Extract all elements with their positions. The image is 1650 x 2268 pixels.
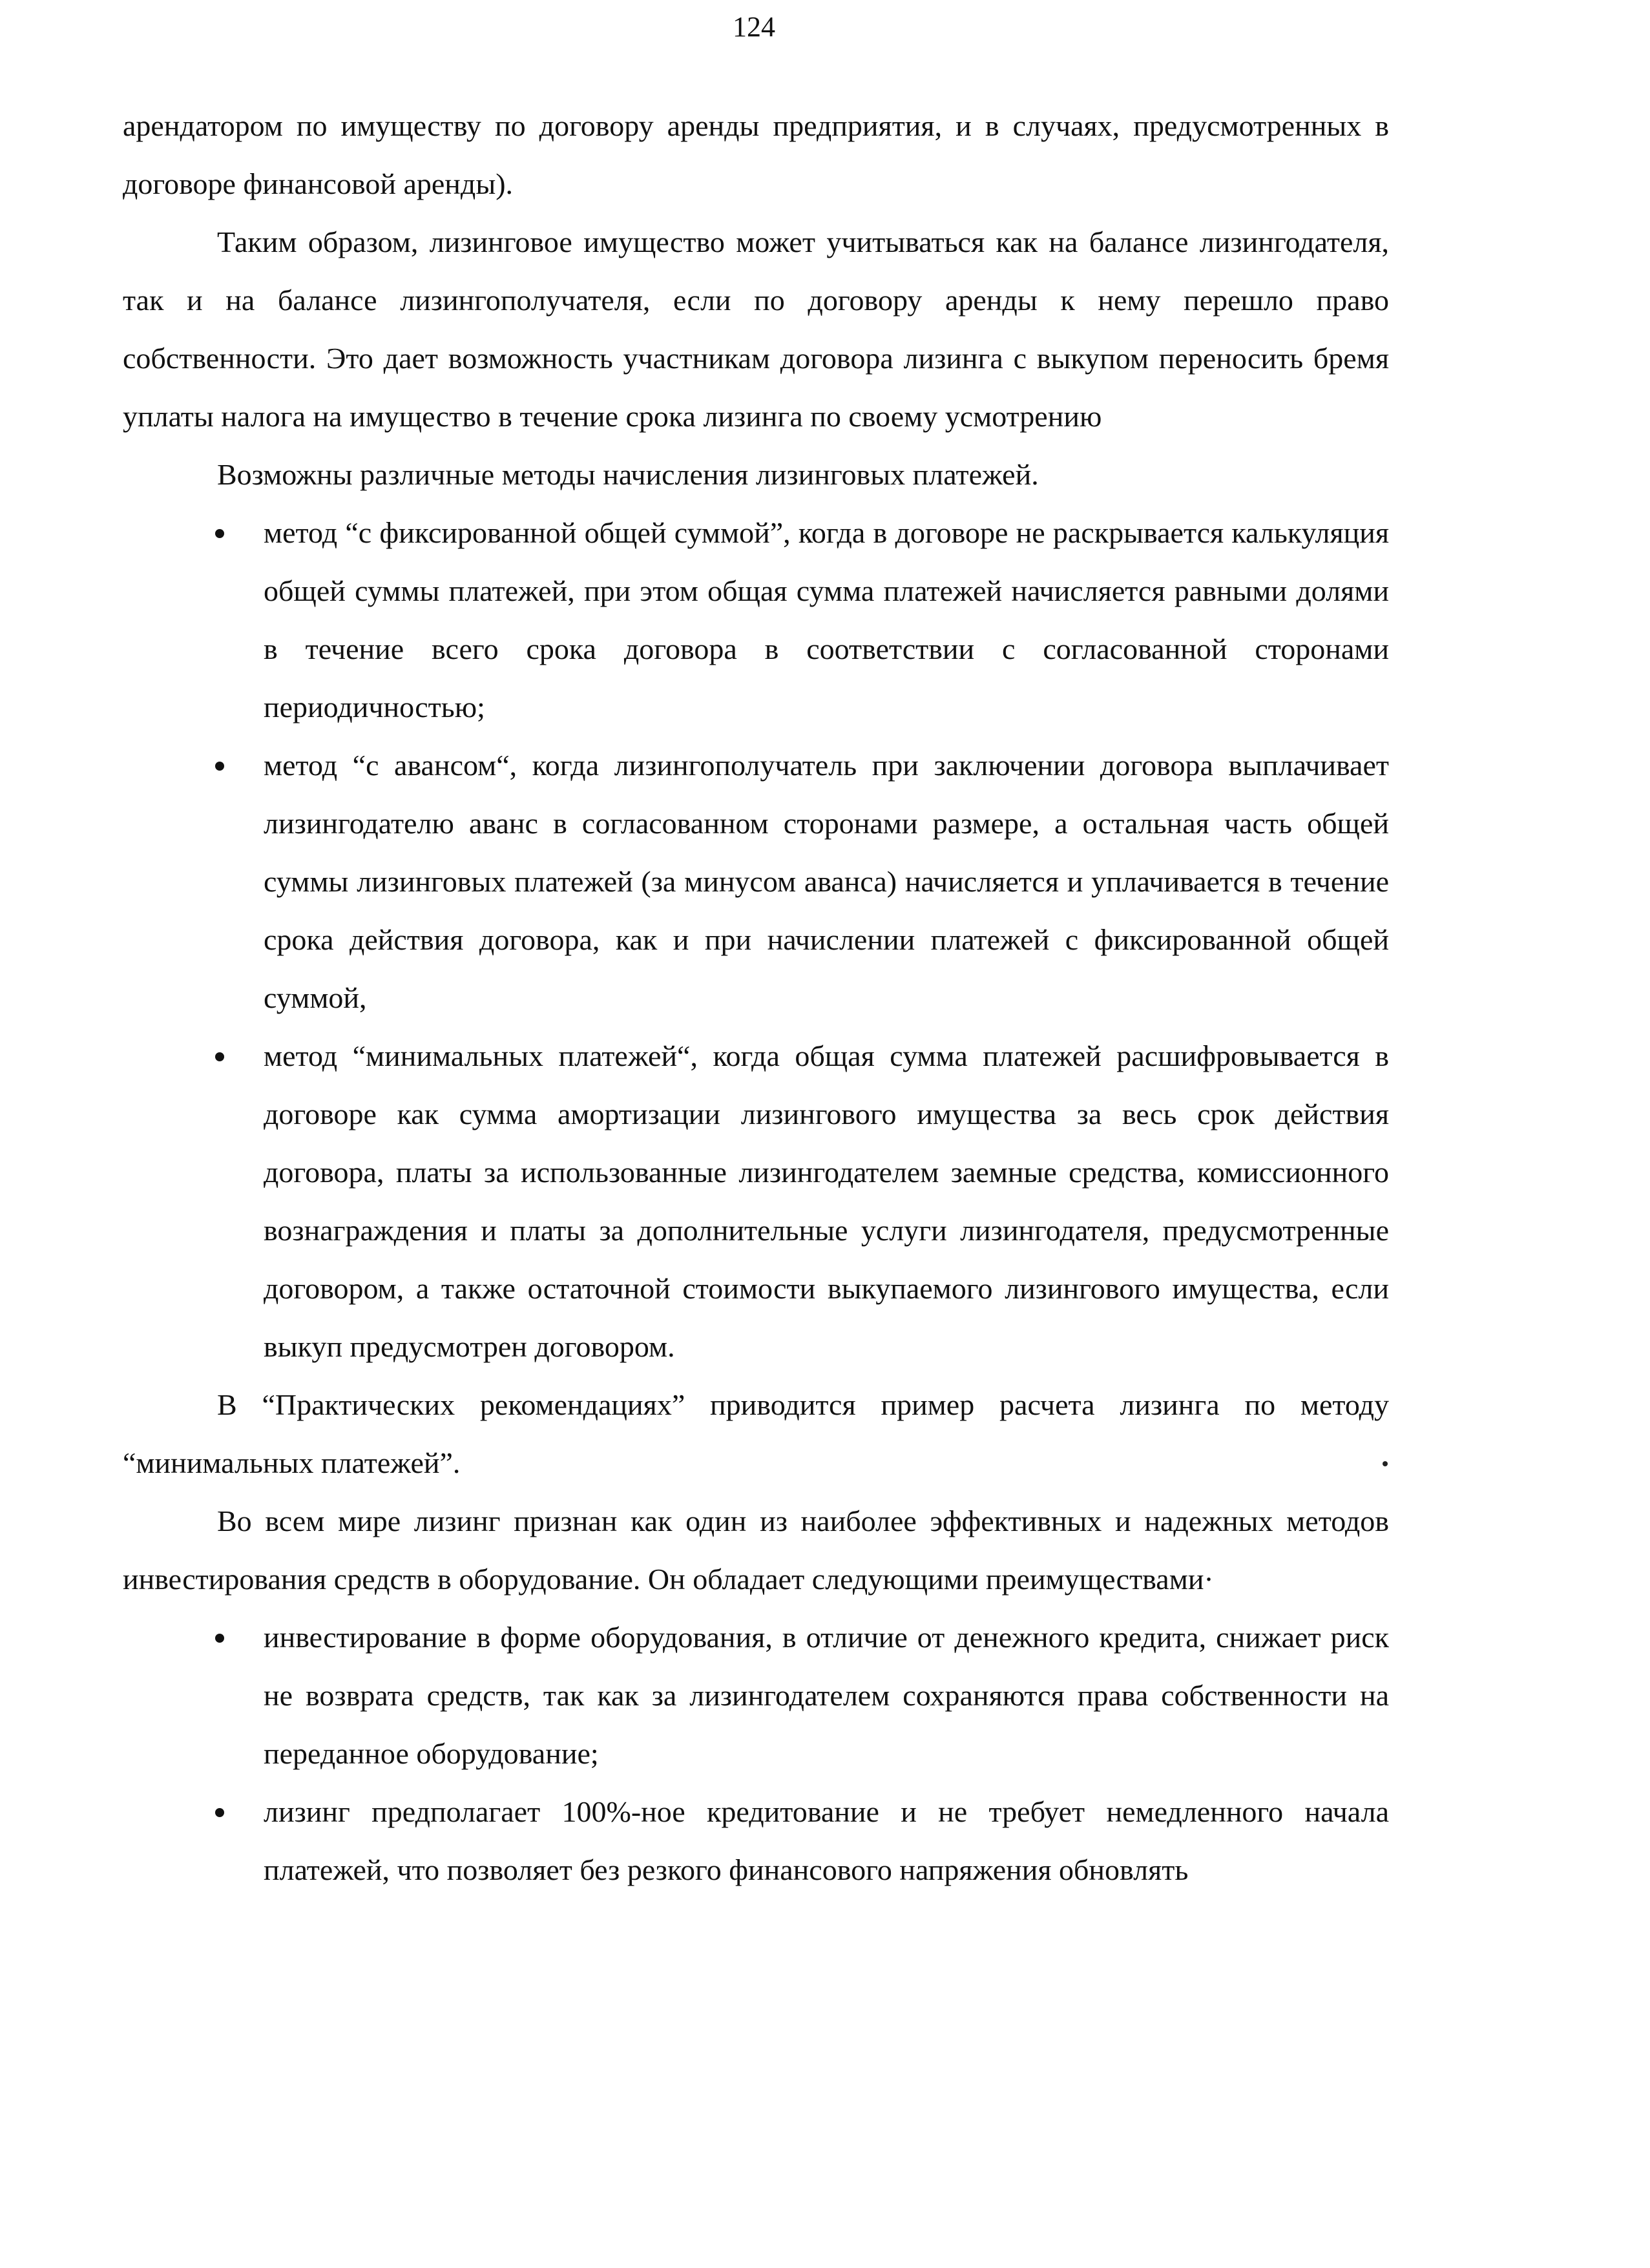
list-item (123, 736, 1389, 1027)
list-item-text: метод “с фиксированной общей суммой”, когда в договоре не раскрывается калькуляция общей суммы платежей, при этом общая сумма платежей начисляется равными долями в течение всего срока договора в соответствии с согласованной сторонами периодичностью; (264, 516, 1389, 723)
body-text (123, 97, 1389, 1899)
bullet-icon (215, 1783, 235, 1841)
paragraph-continuation: арендатором по имуществу по договору аренды предприятия, и в случаях, предусмотренных в договоре финансовой аренды). (123, 109, 1389, 200)
paragraph-balance: Таким образом, лизинговое имущество может учитываться как на балансе лизингодателя, так и на балансе лизингополучателя, если по договору аренды к нему перешло право собственности. Это дает возможность участникам договора лизинга с выкупом переносить бремя уплаты налога на имущество в течение срока лизинга по своему усмотрению (123, 225, 1389, 433)
list-item (123, 1027, 1389, 1376)
bullet-icon (215, 736, 235, 795)
list-item (123, 504, 1389, 736)
list-item-text: лизинг предполагает 100%-ное кредитование и не требует немедленного начала платежей, что позволяет без резкого финансового напряжения обновлять (264, 1795, 1389, 1886)
stray-dot-mark (1383, 1461, 1388, 1466)
page-number: 124 (733, 11, 775, 43)
list-item-text: метод “с авансом“, когда лизингополучатель при заключении договора выплачивает лизингодателю аванс в согласованном сторонами размере, а остальная часть общей суммы лизинговых платежей (за минусом аванса) начисляется и уплачивается в течение срока действия договора, как и при начислении платежей с фиксированной общей суммой, (264, 749, 1389, 1014)
paragraph-methods-intro: Возможны различные методы начисления лизинговых платежей. (217, 458, 1039, 491)
list-item (123, 1608, 1389, 1783)
bullet-icon (215, 504, 235, 562)
paragraph-advantages-intro: Во всем мире лизинг признан как один из наиболее эффективных и надежных методов инвестирования средств в оборудование. Он обладает следующими преимуществами· (123, 1504, 1389, 1596)
bullet-icon (215, 1027, 235, 1085)
bullet-icon (215, 1608, 235, 1667)
paragraph-recommendations: В “Практических рекомендациях” приводится пример расчета лизинга по методу “минимальных платежей”. (123, 1388, 1389, 1479)
list-item-text: инвестирование в форме оборудования, в отличие от денежного кредита, снижает риск не возврата средств, так как за лизингодателем сохраняются права собственности на переданное оборудование; (264, 1621, 1389, 1770)
list-item (123, 1783, 1389, 1899)
advantages-list (123, 1608, 1389, 1899)
list-item-text: метод “минимальных платежей“, когда общая сумма платежей расшифровывается в договоре как сумма амортизации лизингового имущества за весь срок действия договора, платы за использованные лизингодателем заемные средства, комиссионного вознаграждения и платы за дополнительные услуги лизингодателя, предусмотренные договором, а также остаточной стоимости выкупаемого лизингового имущества, если выкуп предусмотрен договором. (264, 1039, 1389, 1363)
methods-list (123, 504, 1389, 1376)
